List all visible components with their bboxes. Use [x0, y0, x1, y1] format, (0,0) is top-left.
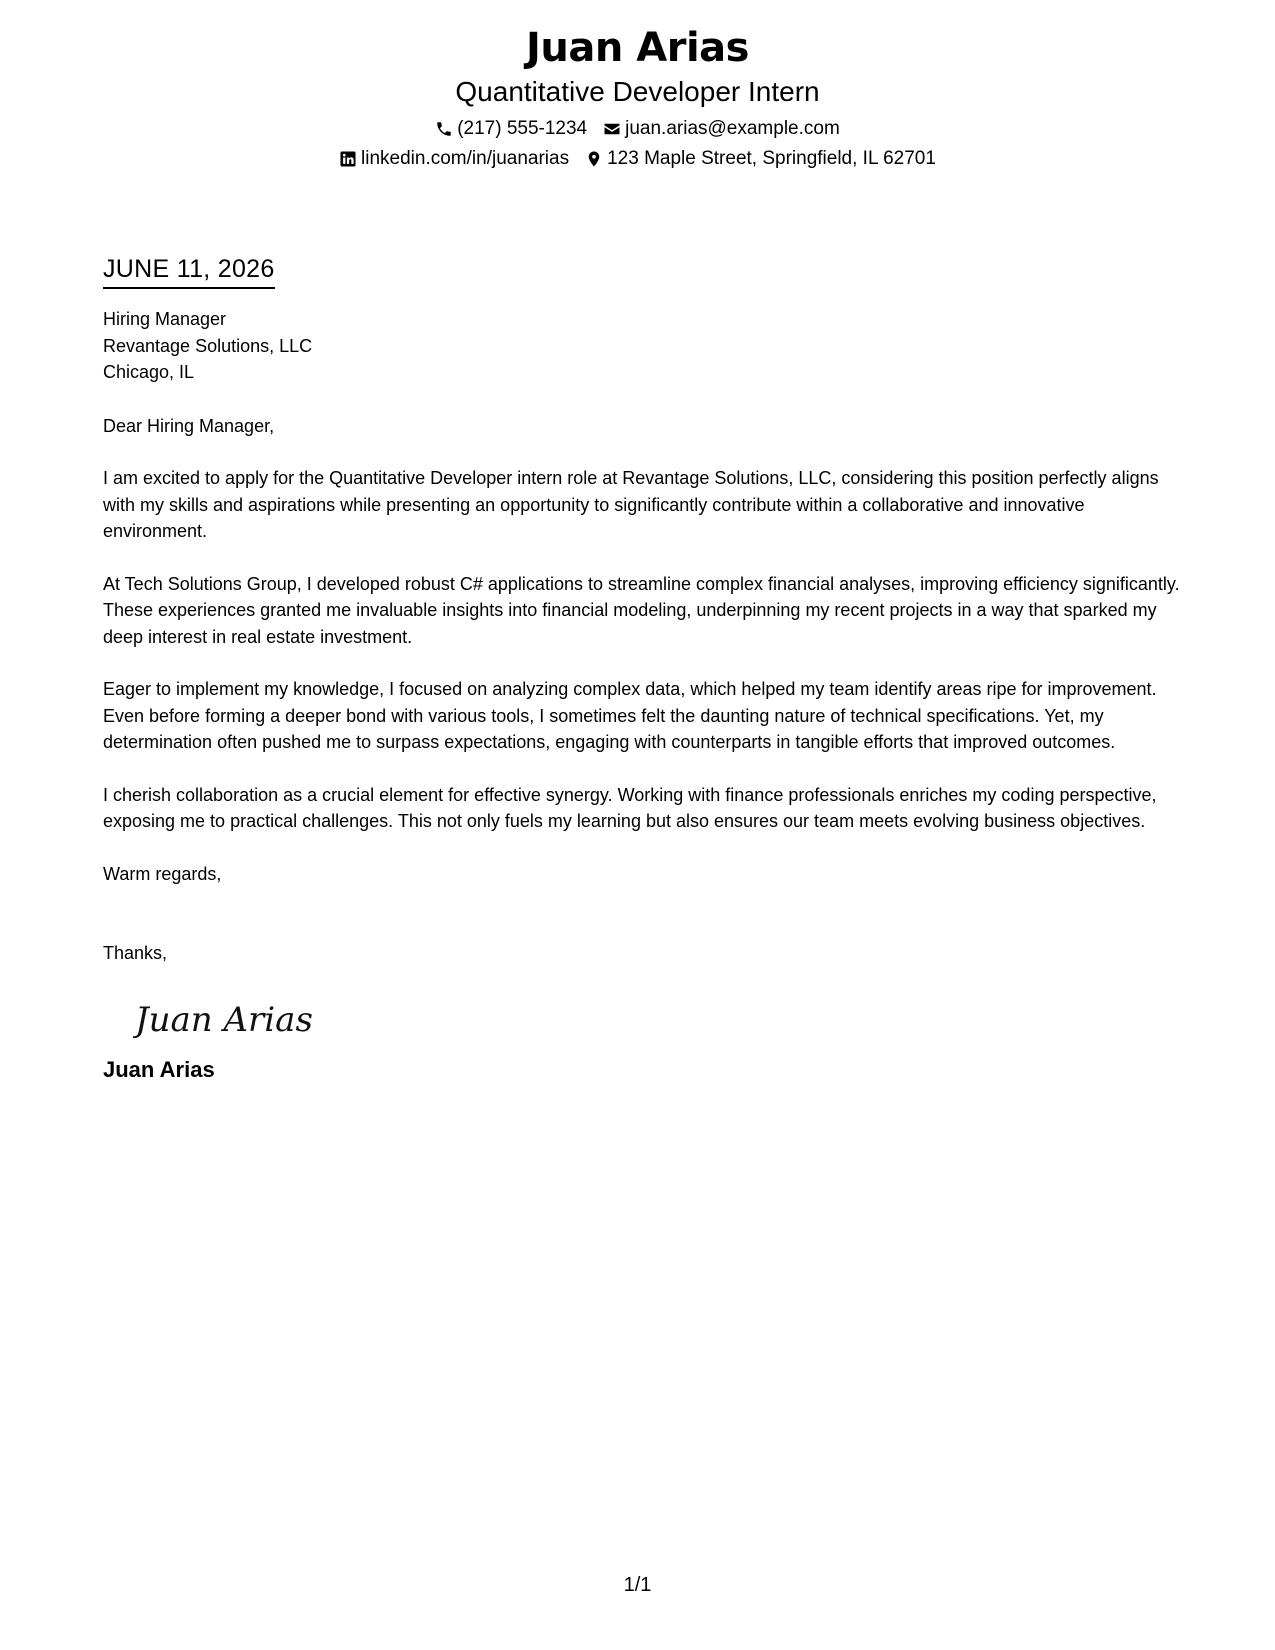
recipient-location: Chicago, IL [103, 362, 195, 382]
linkedin-text[interactable]: linkedin.com/in/juanarias [361, 148, 570, 169]
recipient-company: Revantage Solutions, LLC [103, 335, 313, 356]
linkedin-icon [339, 150, 357, 168]
thanks-line: Thanks, [103, 943, 168, 963]
body-paragraph: At Tech Solutions Group, I developed robust C# applications to streamline complex financial analyses, improving efficiency significantly. These experiences granted me invaluable insights into financial modeling, underpinning my recent projects in a way that sparked my deep interest in real estate investment. [103, 573, 1180, 647]
body-paragraph: Eager to implement my knowledge, I focused on analyzing complex data, which helped my team identify areas ripe for improvement. Even before forming a deeper bond with various tools, I sometimes felt the daunting nature of technical specifications. Yet, my determination often pushed me to surpass expectations, engaging with counterparts in tangible efforts that improved outcomes. [103, 679, 1157, 752]
contact-phone [435, 114, 587, 144]
applicant-name: Juan Arias [526, 25, 749, 71]
phone-icon [435, 120, 453, 138]
salutation: Dear Hiring Manager, [103, 415, 275, 436]
letter-body [103, 252, 1183, 1085]
letter-date: JUNE 11, 2026 [103, 252, 275, 289]
contact-address [585, 144, 936, 174]
contact-linkedin[interactable] [339, 144, 569, 174]
body-paragraph: I am excited to apply for the Quantitative Developer intern role at Revantage Solutions, LLC, considering this position perfectly aligns with my skills and aspirations while presenting an opportunity to significantly contribute within a collaborative and innovative environment. [103, 468, 1159, 541]
applicant-title: Quantitative Developer Intern [455, 76, 820, 107]
envelope-icon [603, 120, 621, 138]
email-text[interactable]: juan.arias@example.com [625, 118, 840, 139]
recipient-block [103, 306, 1183, 386]
recipient-name: Hiring Manager [103, 309, 227, 329]
signoff-name: Juan Arias [103, 1056, 215, 1082]
body-paragraph: I cherish collaboration as a crucial element for effective synergy. Working with finance professionals enriches my coding perspective, exposing me to practical challenges. This not only fuels my learning but also ensures our team meets evolving business objectives. [103, 784, 1157, 831]
closing: Warm regards, [103, 863, 222, 884]
letter-header [0, 22, 1275, 174]
address-text: 123 Maple Street, Springfield, IL 62701 [607, 148, 936, 169]
page-number: 1/1 [623, 1574, 652, 1596]
map-marker-icon [585, 150, 603, 168]
signature-image [133, 995, 333, 1041]
svg-text:Juan Arias: Juan Arias [135, 999, 313, 1040]
contact-email[interactable] [603, 114, 840, 144]
phone-text: (217) 555-1234 [457, 118, 588, 139]
contact-row-primary [0, 114, 1275, 144]
contact-row-secondary [0, 144, 1275, 174]
